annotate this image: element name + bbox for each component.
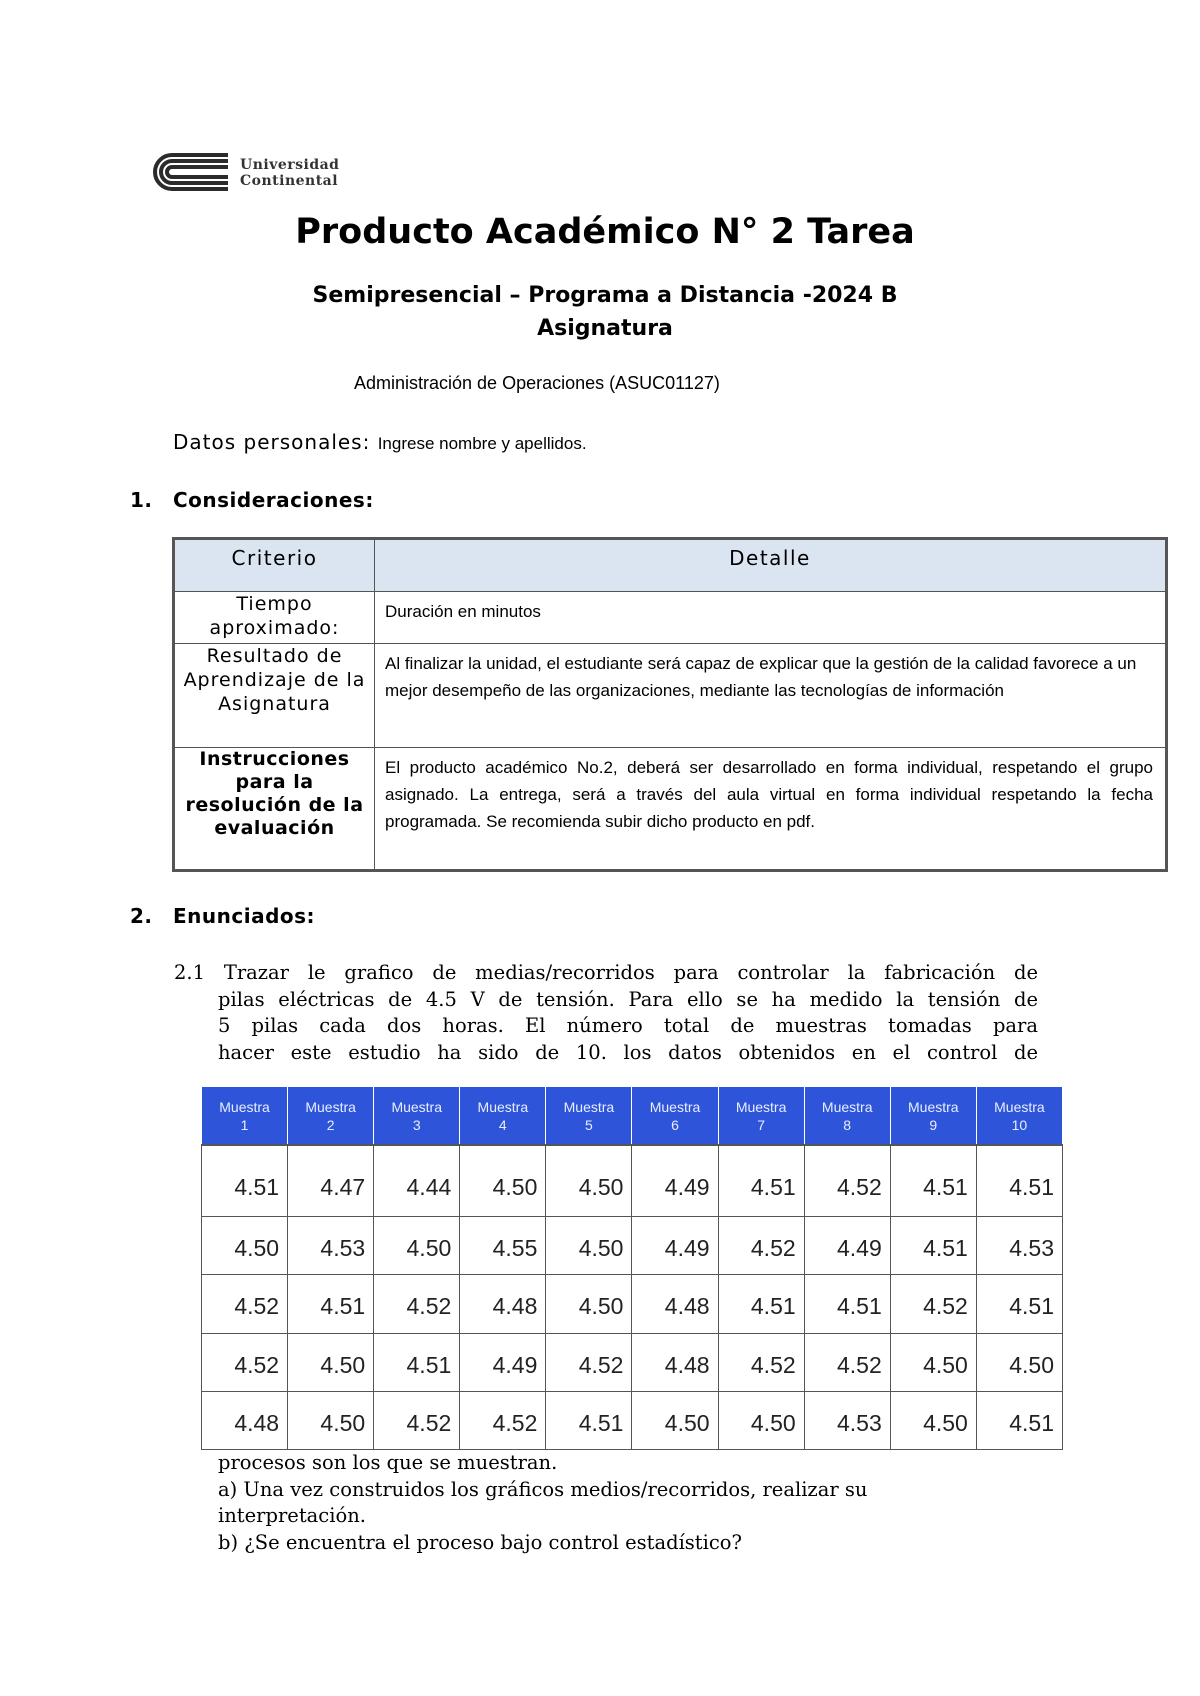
voltage-cell: 4.49 <box>632 1217 718 1275</box>
sample-header-label: Muestra <box>563 1098 615 1115</box>
page-subtitle: Semipresencial – Programa a Distancia -2024 B <box>312 283 898 308</box>
voltage-cell: 4.51 <box>288 1275 374 1333</box>
sample-header-label: Muestra <box>219 1098 270 1115</box>
voltage-cell: 4.52 <box>718 1217 804 1275</box>
exercise-statement <box>174 960 1038 1066</box>
criteria-detail: Al finalizar la unidad, el estudiante será capaz de explicar que la gestión de la calidad favorece a un mejor desempeño de las organizaciones, mediante las tecnologías de información <box>375 644 1166 748</box>
sample-header-9 <box>890 1087 976 1146</box>
voltage-cell: 4.47 <box>288 1145 374 1217</box>
table-row <box>202 1145 1063 1217</box>
voltage-cell: 4.48 <box>632 1333 718 1391</box>
sample-header-number: 1 <box>240 1116 249 1133</box>
sample-header-number: 8 <box>843 1116 852 1133</box>
voltage-cell: 4.51 <box>976 1275 1062 1333</box>
section-number: 2. <box>130 904 153 928</box>
voltage-cell: 4.50 <box>890 1391 976 1449</box>
personal-data-value: Ingrese nombre y apellidos. <box>377 434 587 453</box>
voltage-cell: 4.50 <box>976 1333 1062 1391</box>
voltage-cell: 4.51 <box>890 1217 976 1275</box>
sample-header-3 <box>374 1087 460 1146</box>
voltage-cell: 4.52 <box>804 1333 890 1391</box>
criteria-row <box>175 644 1166 748</box>
criteria-label: Instrucciones para la resolución de la evaluación <box>175 748 375 870</box>
sample-header-8 <box>804 1087 890 1146</box>
criteria-header-row <box>175 540 1166 592</box>
table-row <box>202 1275 1063 1333</box>
sample-header-label: Muestra <box>908 1098 959 1115</box>
exercise-questions <box>218 1450 1038 1556</box>
voltage-cell: 4.50 <box>718 1391 804 1449</box>
statement-line: hacer este estudio ha sido de 10. los datos obtenidos en el control de <box>218 1040 1038 1064</box>
voltage-cell: 4.50 <box>288 1333 374 1391</box>
section-number: 1. <box>130 488 153 512</box>
personal-data <box>173 430 587 454</box>
sample-header-number: 6 <box>671 1116 679 1133</box>
voltage-cell: 4.52 <box>890 1275 976 1333</box>
criteria-label: Tiempo aproximado: <box>175 592 375 644</box>
voltage-cell: 4.49 <box>632 1145 718 1217</box>
sample-header-label: Muestra <box>649 1098 701 1115</box>
voltage-cell: 4.44 <box>374 1145 460 1217</box>
sample-header-label: Muestra <box>391 1098 443 1115</box>
sample-header-number: 10 <box>1011 1116 1028 1133</box>
voltage-cell: 4.48 <box>632 1275 718 1333</box>
voltage-cell: 4.50 <box>546 1217 632 1275</box>
voltage-cell: 4.51 <box>202 1145 288 1217</box>
samples-header-row <box>202 1087 1063 1146</box>
voltage-cell: 4.49 <box>460 1333 546 1391</box>
criteria-detail: Duración en minutos <box>375 592 1166 644</box>
criteria-table <box>172 537 1168 872</box>
voltage-cell: 4.50 <box>890 1333 976 1391</box>
criteria-row <box>175 748 1166 870</box>
sample-header-2 <box>288 1087 374 1146</box>
voltage-cell: 4.52 <box>546 1333 632 1391</box>
voltage-cell: 4.51 <box>804 1275 890 1333</box>
voltage-cell: 4.50 <box>632 1391 718 1449</box>
voltage-cell: 4.52 <box>804 1145 890 1217</box>
statement-line: 2.1 Trazar le grafico de medias/recorridos para controlar la fabricación de <box>174 961 1038 984</box>
sample-header-number: 4 <box>498 1116 507 1133</box>
voltage-cell: 4.49 <box>804 1217 890 1275</box>
section-label: Consideraciones: <box>173 488 374 512</box>
voltage-cell: 4.51 <box>718 1275 804 1333</box>
voltage-cell: 4.50 <box>374 1217 460 1275</box>
sample-header-label: Muestra <box>735 1098 787 1115</box>
voltage-cell: 4.53 <box>976 1217 1062 1275</box>
sample-header-number: 9 <box>929 1116 938 1133</box>
course-name: Administración de Operaciones (ASUC01127) <box>354 373 720 393</box>
sample-header-label: Muestra <box>994 1098 1045 1115</box>
table-row <box>202 1217 1063 1275</box>
voltage-cell: 4.52 <box>718 1333 804 1391</box>
sample-header-10 <box>976 1087 1062 1146</box>
table-row <box>202 1333 1063 1391</box>
sample-header-6 <box>632 1087 718 1146</box>
university-logo <box>142 152 382 200</box>
criteria-row <box>175 592 1166 644</box>
voltage-cell: 4.52 <box>202 1275 288 1333</box>
voltage-cell: 4.50 <box>460 1145 546 1217</box>
voltage-cell: 4.48 <box>460 1275 546 1333</box>
criteria-label: Resultado de Aprendizaje de la Asignatura <box>175 644 375 748</box>
voltage-cell: 4.51 <box>374 1333 460 1391</box>
voltage-cell: 4.51 <box>890 1145 976 1217</box>
samples-table <box>201 1086 1063 1450</box>
criteria-header-criterio: Criterio <box>175 540 375 592</box>
personal-data-label: Datos personales: <box>173 430 371 454</box>
voltage-cell: 4.52 <box>374 1275 460 1333</box>
section-label: Enunciados: <box>173 904 316 928</box>
voltage-cell: 4.50 <box>288 1391 374 1449</box>
section-enunciados <box>130 904 315 928</box>
voltage-cell: 4.53 <box>804 1391 890 1449</box>
continental-c-logo-icon <box>142 152 232 192</box>
sample-header-label: Muestra <box>305 1098 356 1115</box>
voltage-cell: 4.51 <box>546 1391 632 1449</box>
statement-line: procesos son los que se muestran. <box>218 1451 558 1474</box>
criteria-detail: El producto académico No.2, deberá ser desarrollado en forma individual, respetando el grupo asignado. La entrega, será a través del aula virtual en forma individual respetando la fecha programada. Se recomienda subir dicho producto en pdf. <box>375 748 1166 870</box>
asignatura-heading: Asignatura <box>537 316 673 341</box>
sample-header-label: Muestra <box>477 1098 529 1115</box>
sample-header-7 <box>718 1087 804 1146</box>
sample-header-4 <box>460 1087 546 1146</box>
logo-line-1: Universidad <box>240 157 340 173</box>
voltage-cell: 4.52 <box>374 1391 460 1449</box>
sample-header-1 <box>202 1087 288 1146</box>
sample-header-number: 2 <box>326 1116 335 1133</box>
page-title: Producto Académico N° 2 Tarea <box>295 212 915 252</box>
section-consideraciones <box>130 488 374 512</box>
question-a-continued: interpretación. <box>218 1504 366 1527</box>
sample-header-5 <box>546 1087 632 1146</box>
question-a: a) Una vez construidos los gráficos medios/recorridos, realizar su <box>218 1477 868 1501</box>
voltage-cell: 4.52 <box>202 1333 288 1391</box>
voltage-cell: 4.55 <box>460 1217 546 1275</box>
logo-line-2: Continental <box>240 173 339 189</box>
sample-header-label: Muestra <box>821 1098 873 1115</box>
statement-line: 5 pilas cada dos horas. El número total de muestras tomadas para <box>218 1014 1038 1037</box>
voltage-cell: 4.51 <box>976 1145 1062 1217</box>
voltage-cell: 4.48 <box>202 1391 288 1449</box>
table-row <box>202 1391 1063 1449</box>
question-b: b) ¿Se encuentra el proceso bajo control estadístico? <box>218 1530 742 1554</box>
voltage-cell: 4.50 <box>546 1275 632 1333</box>
sample-header-number: 7 <box>757 1116 765 1133</box>
voltage-cell: 4.50 <box>546 1145 632 1217</box>
voltage-cell: 4.50 <box>202 1217 288 1275</box>
voltage-cell: 4.51 <box>718 1145 804 1217</box>
statement-line: pilas eléctricas de 4.5 V de tensión. Para ello se ha medido la tensión de <box>218 987 1038 1011</box>
voltage-cell: 4.52 <box>460 1391 546 1449</box>
sample-header-number: 5 <box>585 1116 593 1133</box>
voltage-cell: 4.53 <box>288 1217 374 1275</box>
voltage-cell: 4.51 <box>976 1391 1062 1449</box>
criteria-header-detalle: Detalle <box>375 540 1166 592</box>
sample-header-number: 3 <box>412 1116 421 1133</box>
